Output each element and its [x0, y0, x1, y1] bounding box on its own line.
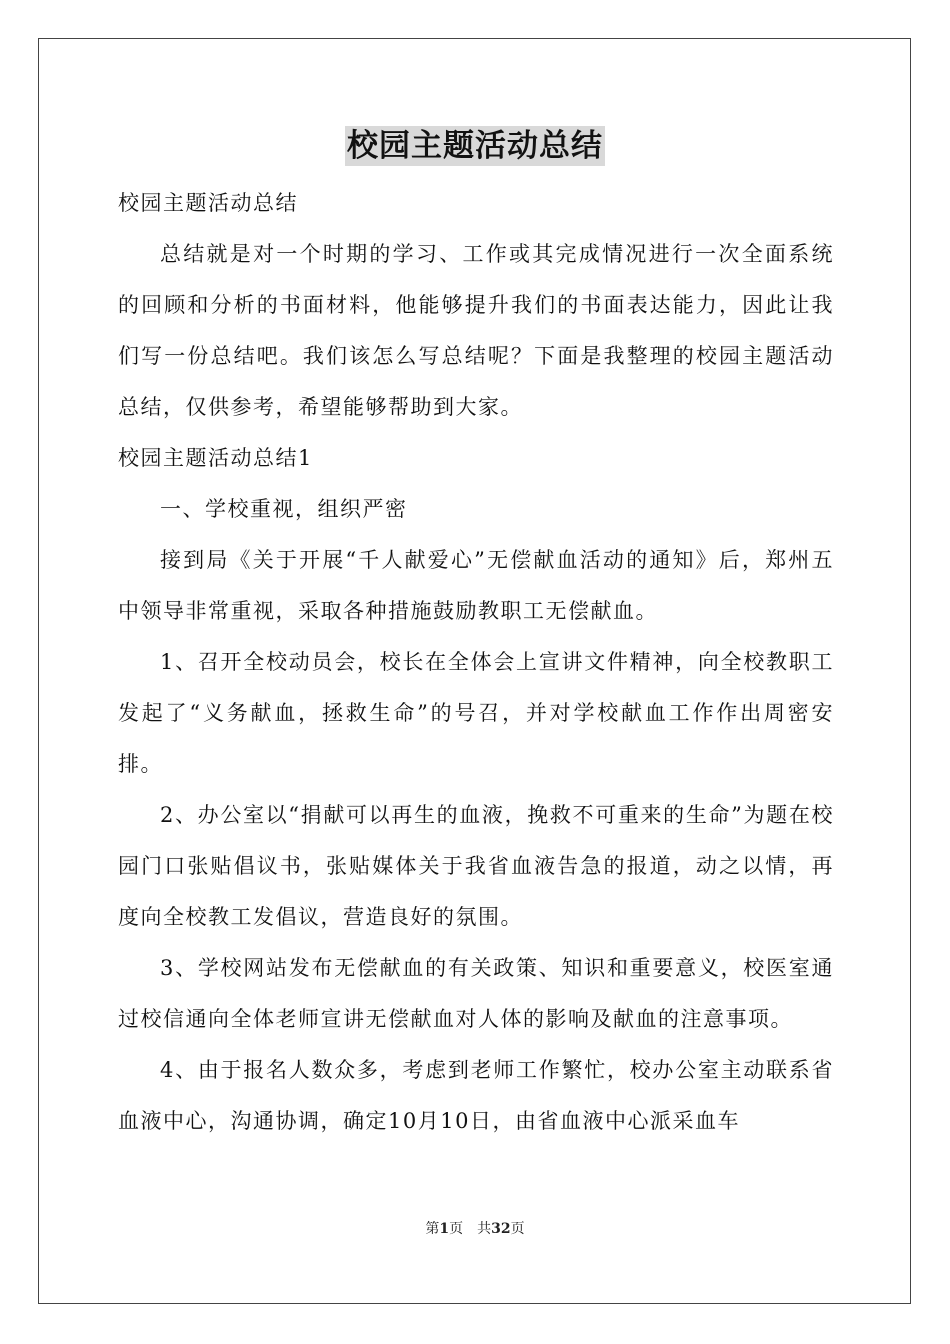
total-prefix: 共	[477, 1221, 492, 1237]
paragraph: 校园主题活动总结1	[118, 446, 313, 470]
total-pages: 32	[491, 1221, 511, 1237]
paragraph: 一、学校重视，组织严密	[160, 497, 408, 521]
document-body	[118, 178, 834, 1147]
page-suffix: 页	[449, 1221, 464, 1237]
paragraph: 接到局《关于开展“千人献爱心”无偿献血活动的通知》后，郑州五中领导非常重视，采取各种措施鼓励教职工无偿献血。	[118, 548, 834, 623]
document-title: 校园主题活动总结	[347, 128, 603, 164]
paragraph: 校园主题活动总结	[118, 191, 298, 215]
paragraph: 3、学校网站发布无偿献血的有关政策、知识和重要意义，校医室通过校信通向全体老师宣讲无偿献血对人体的影响及献血的注意事项。	[118, 956, 834, 1031]
page-number: 1	[439, 1221, 450, 1237]
paragraph: 1、召开全校动员会，校长在全体会上宣讲文件精神，向全校教职工发起了“义务献血，拯救生命”的号召，并对学校献血工作作出周密安排。	[118, 650, 834, 776]
paragraph: 2、办公室以“捐献可以再生的血液，挽救不可重来的生命”为题在校园门口张贴倡议书，张贴媒体关于我省血液告急的报道，动之以情，再度向全校教工发倡议，营造良好的氛围。	[118, 803, 834, 929]
total-suffix: 页	[510, 1221, 525, 1237]
page-prefix: 第	[425, 1221, 440, 1237]
paragraph: 总结就是对一个时期的学习、工作或其完成情况进行一次全面系统的回顾和分析的书面材料，他能够提升我们的书面表达能力，因此让我们写一份总结吧。我们该怎么写总结呢？下面是我整理的校园主题活动总结，仅供参考，希望能够帮助到大家。	[118, 242, 834, 419]
paragraph: 4、由于报名人数众多，考虑到老师工作繁忙，校办公室主动联系省血液中心，沟通协调，确定10月10日，由省血液中心派采血车	[118, 1058, 834, 1133]
title-container	[0, 126, 950, 166]
page-footer	[0, 1218, 950, 1238]
